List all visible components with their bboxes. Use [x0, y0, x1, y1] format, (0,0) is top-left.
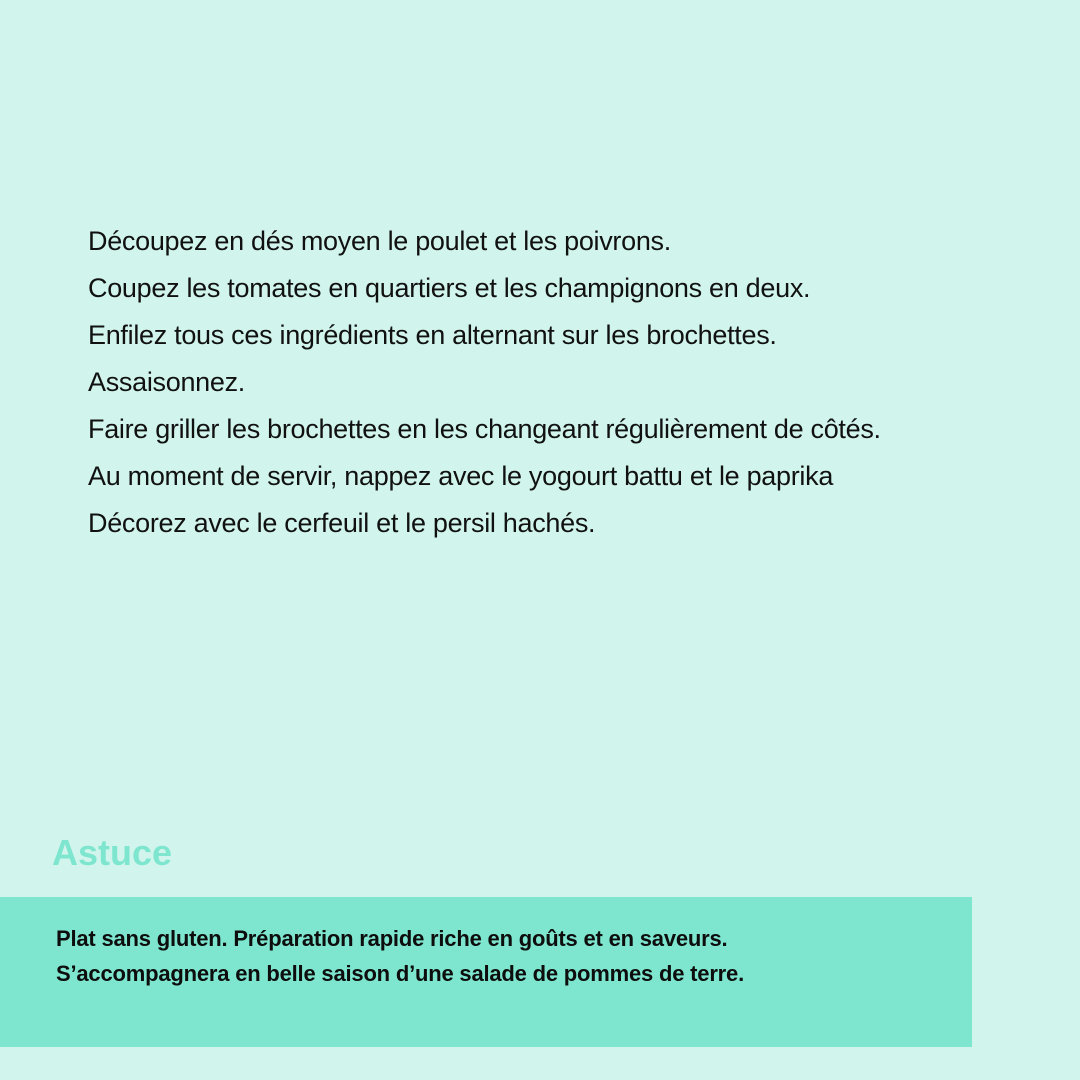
- recipe-step: Décorez avec le cerfeuil et le persil hachés.: [88, 508, 596, 538]
- recipe-step: Coupez les tomates en quartiers et les champignons en deux.: [88, 273, 811, 303]
- recipe-steps: [88, 218, 1048, 547]
- tip-title: Astuce: [52, 832, 173, 873]
- recipe-step: Enfilez tous ces ingrédients en alternant sur les brochettes.: [88, 320, 777, 350]
- tip-line: Plat sans gluten. Préparation rapide riche en goûts et en saveurs.: [56, 926, 728, 951]
- recipe-step: Faire griller les brochettes en les changeant régulièrement de côtés.: [88, 414, 881, 444]
- tip-box: [0, 897, 972, 1047]
- recipe-step: Au moment de servir, nappez avec le yogourt battu et le paprika: [88, 461, 834, 491]
- recipe-step: Assaisonnez.: [88, 367, 245, 397]
- recipe-step: Découpez en dés moyen le poulet et les poivrons.: [88, 226, 671, 256]
- tip-line: S’accompagnera en belle saison d’une salade de pommes de terre.: [56, 961, 744, 986]
